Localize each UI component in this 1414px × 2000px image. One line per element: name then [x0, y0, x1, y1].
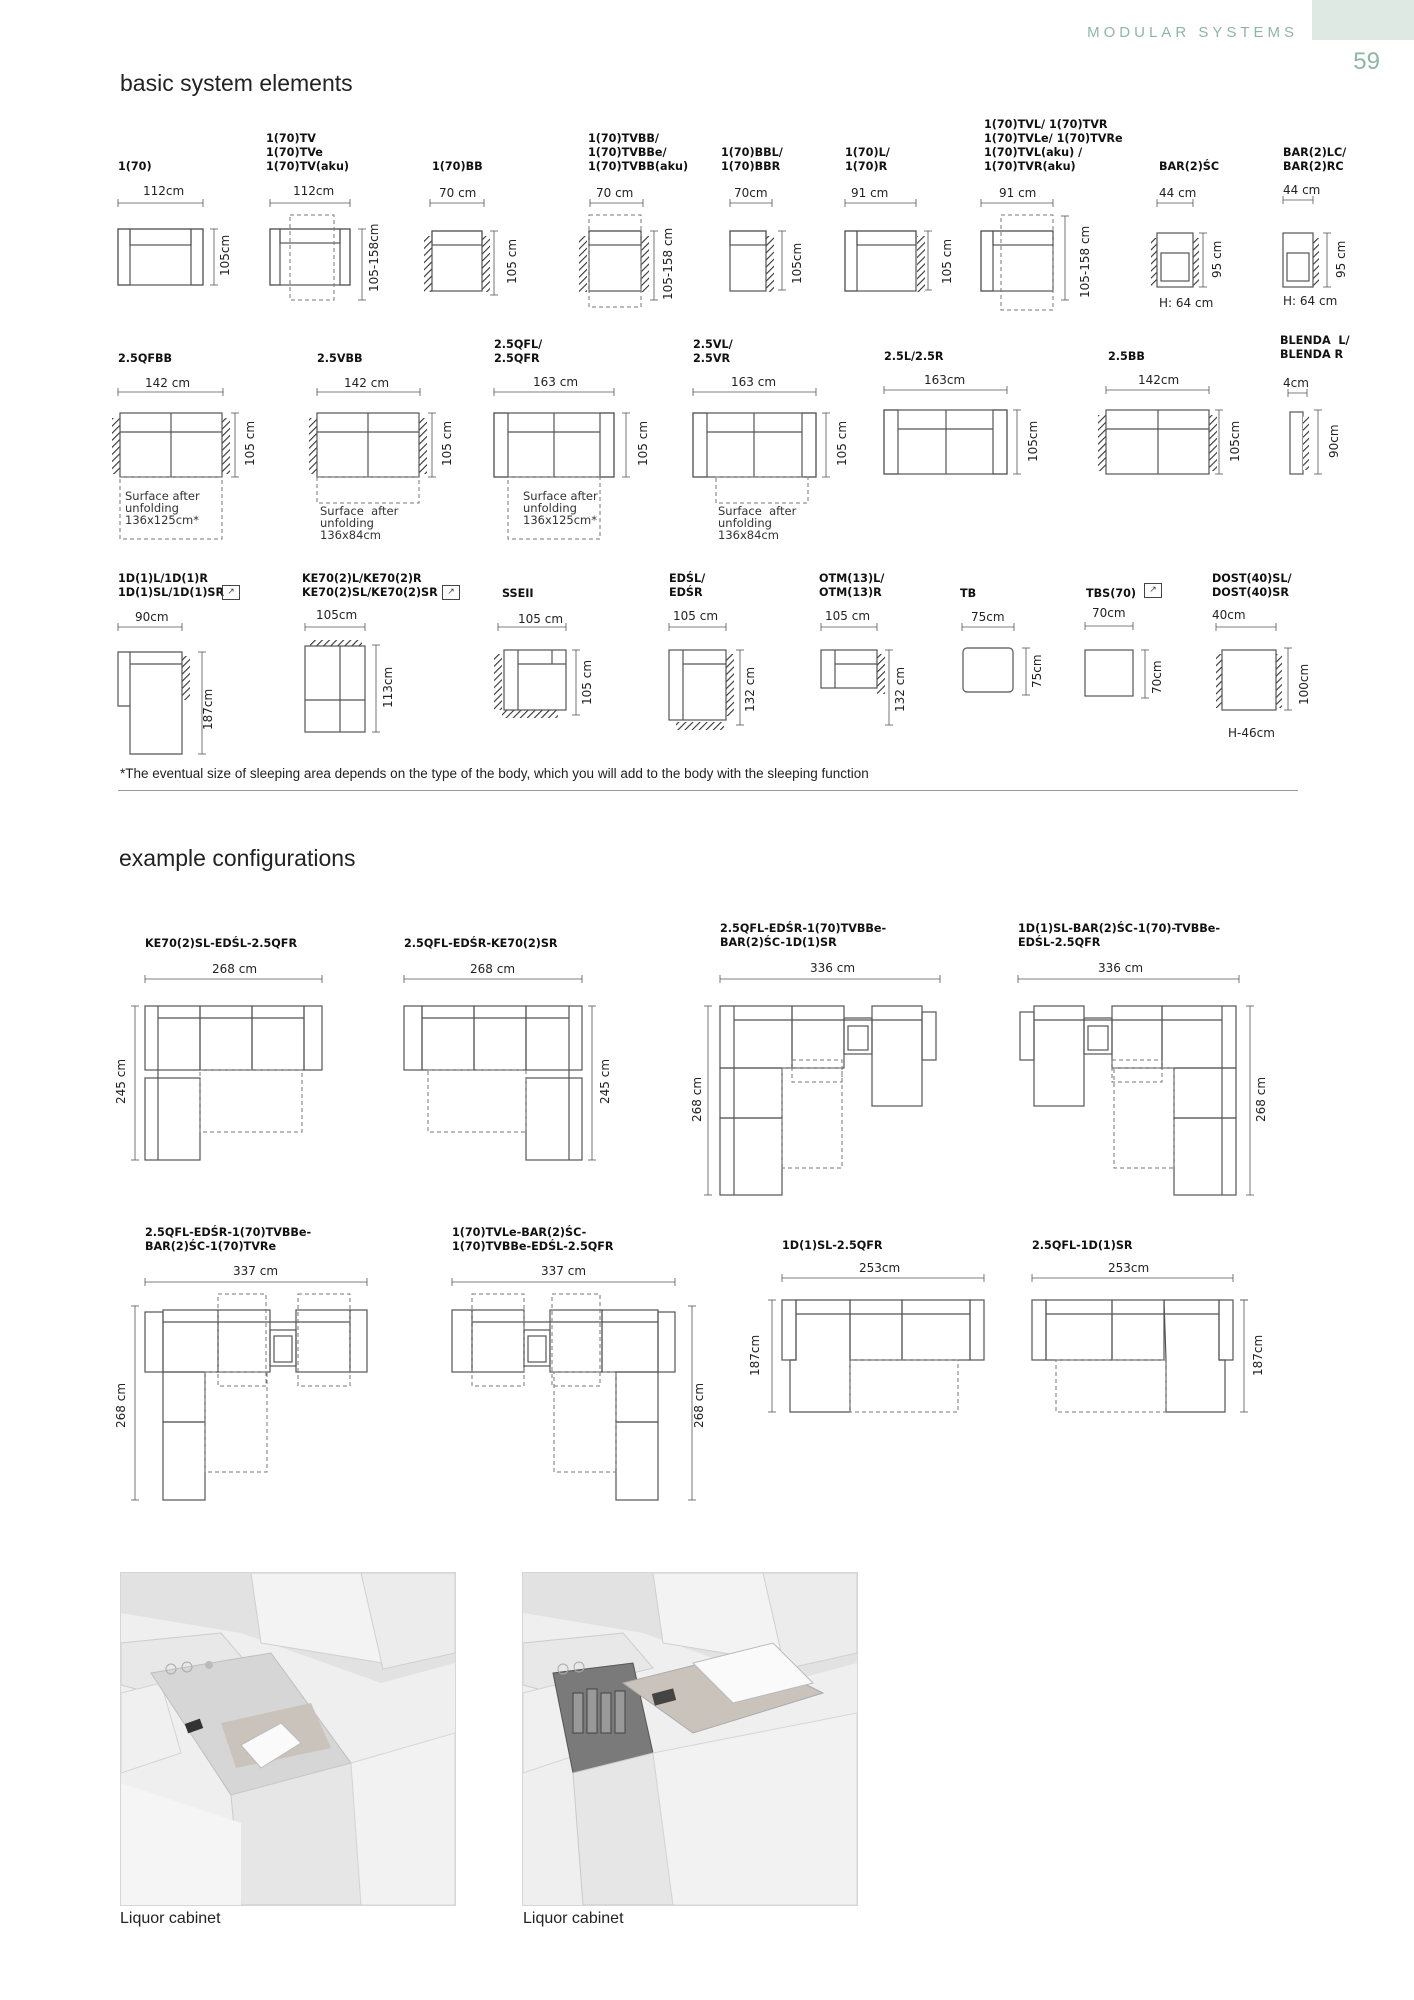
- width-label: 142 cm: [344, 376, 390, 390]
- depth-label: 105cm: [218, 234, 232, 276]
- module-blenda: [1290, 412, 1309, 474]
- module-code: KE70(2)L/KE70(2)R KE70(2)SL/KE70(2)SR: [302, 572, 438, 599]
- module-2-5bb: [1098, 410, 1217, 474]
- unfold-note: Surface after unfolding 136x125cm*: [125, 489, 200, 527]
- module-code: SSEII: [502, 587, 534, 600]
- width-label: 105cm: [316, 608, 358, 622]
- depth-label: 105-158 cm: [1078, 225, 1092, 298]
- width-label: 70cm: [734, 186, 768, 200]
- depth-label: 105 cm: [636, 420, 650, 466]
- depth-label: 95 cm: [1334, 240, 1348, 278]
- liquor-cabinet-open-image: [523, 1573, 857, 1905]
- divider: [118, 790, 1298, 791]
- page-number: 59: [1353, 48, 1380, 75]
- depth-label: 105 cm: [243, 420, 257, 466]
- config-code: 1(70)TVLe-BAR(2)ŚC- 1(70)TVBBe-EDŚL-2.5QFR: [452, 1226, 614, 1253]
- depth-label: 268 cm: [114, 1382, 128, 1428]
- width-label: 142 cm: [145, 376, 191, 390]
- width-label: 112cm: [293, 184, 335, 198]
- width-label: 4cm: [1283, 376, 1309, 390]
- width-label: 40cm: [1212, 608, 1246, 622]
- width-label: 268 cm: [212, 962, 258, 976]
- module-code: TBS(70): [1086, 587, 1137, 600]
- depth-label: 187cm: [1251, 1334, 1265, 1376]
- liquor-cabinet-photo: [120, 1572, 456, 1906]
- depth-label: 105 cm: [505, 238, 519, 284]
- width-label: 70 cm: [439, 186, 477, 200]
- config-2-5qfl-edsr-1-70-tvbbe-bar-1d: [720, 1006, 936, 1195]
- unfold-note: Surface after unfolding 136x125cm*: [523, 489, 598, 527]
- module-code: TB: [960, 587, 977, 600]
- row2-dimension-lines: [118, 386, 1307, 397]
- config-1d-sl-2-5qfr: [782, 1300, 984, 1412]
- depth-label: 75cm: [1030, 654, 1044, 688]
- depth-label: 105 cm: [440, 420, 454, 466]
- module-dost-40: [1216, 650, 1282, 710]
- liquor-cabinet-photo: [522, 1572, 858, 1906]
- config-2-5qfl-edsr-1-70-tvbbe-bar-tvre: [145, 1294, 367, 1500]
- module-code: 2.5BB: [1108, 350, 1145, 363]
- depth-label: 132 cm: [743, 666, 757, 712]
- module-tb: [963, 648, 1013, 692]
- unfold-note: Surface after unfolding 136x84cm: [320, 504, 399, 542]
- row3-dimension-lines: [118, 622, 1276, 631]
- width-label: 91 cm: [851, 186, 889, 200]
- module-code: 1D(1)L/1D(1)R 1D(1)SL/1D(1)SR: [118, 572, 225, 599]
- module-code: BAR(2)ŚC: [1159, 160, 1220, 173]
- width-label: 253cm: [859, 1261, 901, 1275]
- width-label: 44 cm: [1159, 186, 1197, 200]
- height-note: H: 64 cm: [1159, 296, 1214, 310]
- width-label: 163cm: [924, 373, 966, 387]
- module-2-5l: [884, 410, 1007, 474]
- width-label: 142cm: [1138, 373, 1180, 387]
- config-code: 2.5QFL-EDŚR-KE70(2)SR: [404, 937, 558, 950]
- depth-label: 268 cm: [692, 1382, 706, 1428]
- width-label: 90cm: [135, 610, 169, 624]
- depth-label: 105-158 cm: [661, 227, 675, 300]
- depth-label: 90cm: [1327, 424, 1341, 458]
- module-edsl: [669, 650, 734, 730]
- module-code: 1(70)L/ 1(70)R: [845, 146, 890, 173]
- depth-label: 268 cm: [1254, 1076, 1268, 1122]
- config-2-5qfl-edsr-ke70: [404, 1006, 582, 1160]
- module-otm-13: [821, 650, 885, 694]
- module-1-70-tv: [270, 215, 350, 300]
- module-2-5vbb: [309, 413, 427, 503]
- depth-label: 245 cm: [598, 1058, 612, 1104]
- depth-label: 105 cm: [835, 420, 849, 466]
- depth-label: 105cm: [790, 242, 804, 284]
- width-label: 105 cm: [518, 612, 564, 626]
- module-code: BAR(2)LC/ BAR(2)RC: [1283, 146, 1347, 173]
- recliner-symbol-icon: ↗: [222, 585, 240, 600]
- depth-label: 95 cm: [1210, 240, 1224, 278]
- header-label: MODULAR SYSTEMS: [1087, 24, 1298, 41]
- width-label: 253cm: [1108, 1261, 1150, 1275]
- width-label: 163 cm: [533, 375, 579, 389]
- width-label: 75cm: [971, 610, 1005, 624]
- recliner-symbol-icon: ↗: [1144, 583, 1162, 598]
- width-label: 70cm: [1092, 606, 1126, 620]
- width-label: 268 cm: [470, 962, 516, 976]
- module-1-70-tvbb: [579, 215, 649, 307]
- module-code: 2.5L/2.5R: [884, 350, 944, 363]
- width-label: 105 cm: [825, 609, 871, 623]
- config-code: 1D(1)SL-2.5QFR: [782, 1239, 883, 1252]
- module-1-70: [118, 229, 203, 285]
- module-bar-2-lc: [1283, 233, 1319, 287]
- width-label: 336 cm: [1098, 961, 1144, 975]
- width-label: 70 cm: [596, 186, 634, 200]
- module-code: OTM(13)L/ OTM(13)R: [819, 572, 885, 599]
- config-code: 2.5QFL-1D(1)SR: [1032, 1239, 1133, 1252]
- depth-label: 187cm: [748, 1334, 762, 1376]
- depth-label: 100cm: [1297, 663, 1311, 705]
- depth-label: 105 cm: [580, 659, 594, 705]
- width-label: 337 cm: [233, 1264, 279, 1278]
- depth-label: 245 cm: [114, 1058, 128, 1104]
- depth-label: 132 cm: [893, 666, 907, 712]
- module-code: 1(70)TVL/ 1(70)TVR 1(70)TVLe/ 1(70)TVRe 1(70)TVL(aku) / 1(70)TVR(aku): [984, 118, 1123, 173]
- module-1d-1: [118, 652, 190, 754]
- module-code: BLENDA L/ BLENDA R: [1280, 334, 1350, 361]
- module-ke70-2: [305, 640, 365, 732]
- depth-label: 268 cm: [690, 1076, 704, 1122]
- module-code: 2.5VBB: [317, 352, 363, 365]
- module-code: 1(70): [118, 160, 152, 173]
- config-1-70-tvle-bar-tvbbe-edsl-2-5qfr: [452, 1294, 675, 1500]
- section-title-basic: basic system elements: [120, 70, 353, 96]
- module-code: 2.5QFBB: [118, 352, 173, 365]
- photo-caption: Liquor cabinet: [120, 1910, 221, 1927]
- depth-label: 70cm: [1150, 660, 1164, 694]
- depth-label: 105 cm: [940, 238, 954, 284]
- module-code: 2.5QFL/ 2.5QFR: [494, 338, 543, 365]
- depth-label: 105cm: [1026, 420, 1040, 462]
- config-code: 2.5QFL-EDŚR-1(70)TVBBe- BAR(2)ŚC-1D(1)SR: [720, 922, 887, 949]
- height-note: H-46cm: [1228, 726, 1275, 740]
- module-code: 1(70)BBL/ 1(70)BBR: [721, 146, 783, 173]
- module-bar-2-sc: [1151, 233, 1199, 287]
- config-1d-bar-1-70-tvbbe-edsl-2-5qfr: [1020, 1006, 1236, 1195]
- module-1-70-bbl: [730, 231, 774, 292]
- footnote: *The eventual size of sleeping area depends on the type of the body, which you will add to the body with the sleeping function: [120, 766, 869, 781]
- module-2-5vl: [693, 413, 816, 503]
- depth-label: 105-158cm: [367, 223, 381, 292]
- width-label: 337 cm: [541, 1264, 587, 1278]
- config-code: 1D(1)SL-BAR(2)ŚC-1(70)-TVBBe- EDŚL-2.5QFR: [1018, 922, 1221, 949]
- recliner-symbol-icon: ↗: [442, 585, 460, 600]
- module-code: 1(70)TV 1(70)TVe 1(70)TV(aku): [266, 132, 350, 173]
- module-code: 1(70)BB: [432, 160, 483, 173]
- width-label: 105 cm: [673, 609, 719, 623]
- module-1-70-tvl: [981, 215, 1053, 310]
- width-label: 112cm: [143, 184, 185, 198]
- module-code: EDŚL/ EDŚR: [669, 572, 706, 599]
- width-label: 44 cm: [1283, 183, 1321, 197]
- liquor-cabinet-closed-image: [121, 1573, 455, 1905]
- photo-caption: Liquor cabinet: [523, 1910, 624, 1927]
- section-title-examples: example configurations: [119, 845, 356, 871]
- module-tbs-70: [1085, 650, 1133, 696]
- module-1-70-l: [845, 231, 925, 292]
- depth-label: 105cm: [1228, 420, 1242, 462]
- module-code: DOST(40)SL/ DOST(40)SR: [1212, 572, 1292, 599]
- height-note: H: 64 cm: [1283, 294, 1338, 308]
- unfold-note: Surface after unfolding 136x84cm: [718, 504, 797, 542]
- module-code: 2.5VL/ 2.5VR: [693, 338, 733, 365]
- depth-label: 113cm: [381, 666, 395, 708]
- width-label: 336 cm: [810, 961, 856, 975]
- width-label: 91 cm: [999, 186, 1037, 200]
- depth-label: 187cm: [201, 688, 215, 730]
- config-ke70-edsl-2-5qfr: [145, 1006, 322, 1160]
- module-sseii: [494, 650, 566, 718]
- config-code: 2.5QFL-EDŚR-1(70)TVBBe- BAR(2)ŚC-1(70)TVRe: [145, 1226, 312, 1253]
- width-label: 163 cm: [731, 375, 777, 389]
- module-code: 1(70)TVBB/ 1(70)TVBBe/ 1(70)TVBB(aku): [588, 132, 689, 173]
- module-1-70-bb: [424, 231, 490, 292]
- config-2-5qfl-1d-sr: [1032, 1300, 1233, 1412]
- config-code: KE70(2)SL-EDŚL-2.5QFR: [145, 937, 298, 950]
